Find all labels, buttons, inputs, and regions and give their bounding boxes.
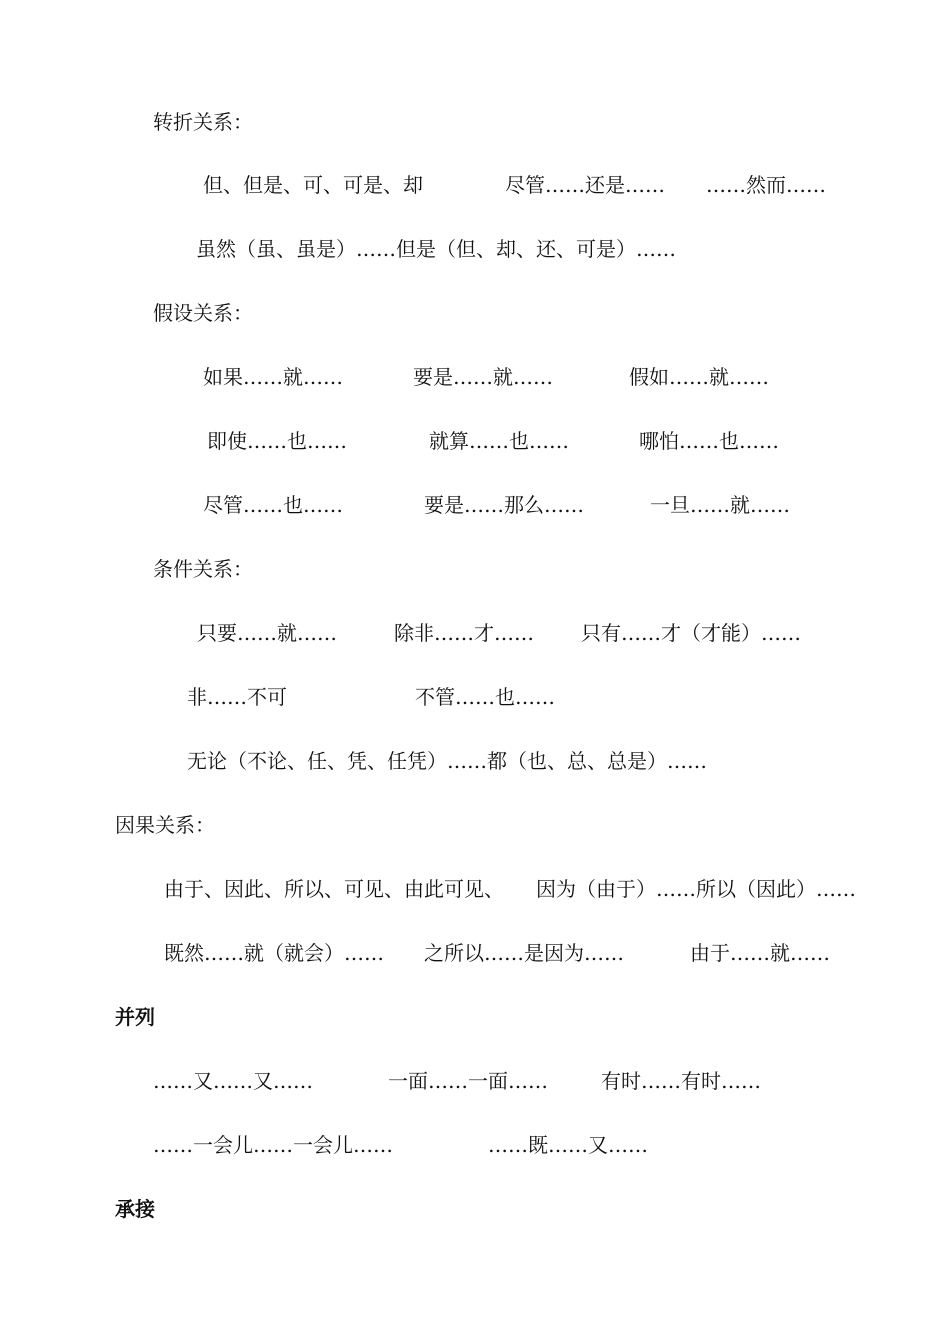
tiaojian-item-2-1: 非……不可 [187,685,287,709]
zhuanzhe-item-3: ……然而…… [706,173,826,197]
yinguo-item-2-1: 既然……就（就会）…… [164,941,384,965]
binglie-item-1-1: ……又……又…… [153,1069,313,1093]
binglie-item-2-1: ……一会儿……一会儿…… [153,1133,393,1157]
tiaojian-item-1-1: 只要……就…… [197,621,337,645]
binglie-item-2-2: ……既……又…… [488,1133,648,1157]
tiaojian-item-1-2: 除非……才…… [394,621,534,645]
jiashe-item-1-1: 如果……就…… [203,365,343,389]
jiashe-item-1-2: 要是……就…… [413,365,553,389]
zhuanzhe-line-2: 虽然（虽、虽是）……但是（但、却、还、可是）…… [196,237,676,261]
binglie-item-1-3: 有时……有时…… [601,1069,761,1093]
jiashe-item-2-1: 即使……也…… [207,429,347,453]
section-heading-zhuanzhe: 转折关系： [153,110,253,134]
binglie-item-1-2: 一面……一面…… [388,1069,548,1093]
tiaojian-item-2-2: 不管……也…… [415,685,555,709]
yinguo-item-2-3: 由于……就…… [690,941,830,965]
jiashe-item-3-1: 尽管……也…… [203,493,343,517]
jiashe-item-3-3: 一旦……就…… [650,493,790,517]
zhuanzhe-item-1: 但、但是、可、可是、却 [203,173,423,197]
jiashe-item-2-3: 哪怕……也…… [639,429,779,453]
section-heading-tiaojian: 条件关系： [153,557,253,581]
section-heading-yinguo: 因果关系： [115,813,215,837]
section-heading-binglie: 并列 [115,1005,155,1029]
yinguo-item-1-1: 由于、因此、所以、可见、由此可见、 [164,877,504,901]
jiashe-item-3-2: 要是……那么…… [424,493,584,517]
jiashe-item-2-2: 就算……也…… [429,429,569,453]
section-heading-chengjie: 承接 [115,1197,155,1221]
tiaojian-line-3: 无论（不论、任、凭、任凭）……都（也、总、总是）…… [187,749,707,773]
yinguo-item-2-2: 之所以……是因为…… [424,941,624,965]
yinguo-item-1-2: 因为（由于）……所以（因此）…… [536,877,856,901]
section-heading-jiashe: 假设关系： [153,301,253,325]
tiaojian-item-1-3: 只有……才（才能）…… [581,621,801,645]
zhuanzhe-item-2: 尽管……还是…… [505,173,665,197]
jiashe-item-1-3: 假如……就…… [629,365,769,389]
